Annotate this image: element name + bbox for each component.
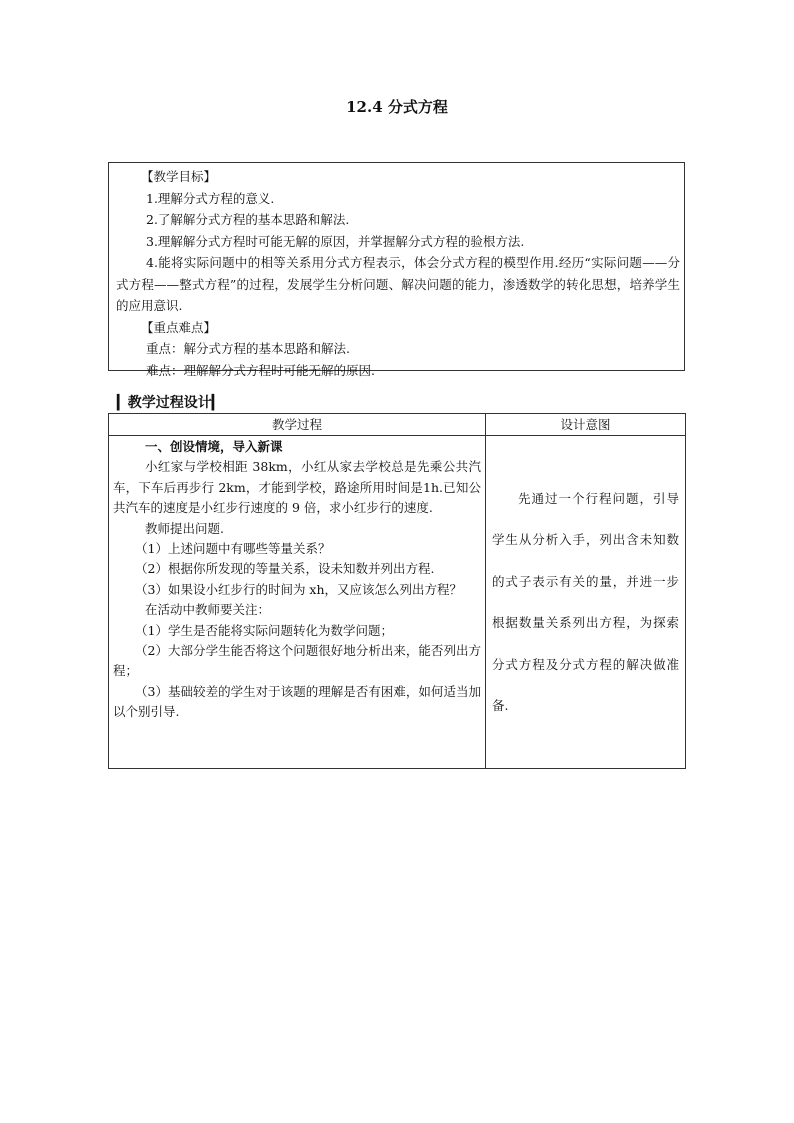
objectives-heading: 【教学目标】 [141, 169, 217, 184]
problem-text: 小红家与学校相距 38km，小红从家去学校总是先乘公共汽车，下车后再步行 2km，才能到学校，路途所用时间是1h.已知公共汽车的速度是小红步行速度的 9 倍，求小红步行的速度. [113, 459, 481, 516]
header-process: 教学过程 [109, 414, 486, 436]
key-points-heading: 【重点难点】 [141, 319, 217, 335]
question-3: （3）如果设小红步行的时间为 xh，又应该怎么列出方程？ [135, 581, 463, 597]
intent-text: 先通过一个行程问题，引导学生从分析入手，列出含未知数的式子表示有关的量，并进一步根据数量关系列出方程，为探索分式方程及分式方程的解决做准备. [492, 490, 679, 713]
objective-item-4: 4.能将实际问题中的相等关系用分式方程表示，体会分式方程的模型作用.经历“实际问题——分式方程——整式方程”的过程，发展学生分析问题、解决问题的能力，渗透数学的转化思想，培养学生的应用意识. [116, 255, 680, 313]
teacher-prompt: 教师提出问题. [145, 520, 224, 536]
section-heading: ▎教学过程设计▎ [117, 395, 223, 411]
difficulty-point: 难点：理解解分式方程时可能无解的原因. [146, 362, 375, 378]
page-title: 12.4 分式方程 [346, 98, 448, 116]
objective-item-2: 2.了解解分式方程的基本思路和解法. [146, 212, 350, 227]
header-intent: 设计意图 [486, 414, 686, 436]
table-header-row [109, 414, 686, 436]
process-table [108, 413, 686, 769]
key-point: 重点：解分式方程的基本思路和解法. [146, 341, 350, 356]
focus-heading: 在活动中教师要关注： [145, 602, 271, 618]
question-2: （2）根据你所发现的等量关系，设未知数并列出方程. [135, 561, 435, 577]
intro-heading: 一、创设情境，导入新课 [145, 439, 283, 454]
intent-cell [486, 436, 686, 769]
focus-3: （3）基础较差的学生对于该题的理解是否有困难，如何适当加以个别引导. [113, 683, 481, 720]
objective-item-1: 1.理解分式方程的意义. [146, 190, 275, 206]
objectives-box [108, 162, 685, 378]
objective-item-3: 3.理解解分式方程时可能无解的原因，并掌握解分式方程的验根方法. [146, 233, 525, 249]
question-1: （1）上述问题中有哪些等量关系？ [135, 541, 331, 557]
table-row [109, 436, 686, 769]
focus-1: （1）学生是否能将实际问题转化为数学问题； [135, 622, 393, 638]
focus-2: （2）大部分学生能否将这个问题很好地分析出来，能否列出方程； [113, 643, 481, 679]
process-cell [109, 436, 486, 769]
